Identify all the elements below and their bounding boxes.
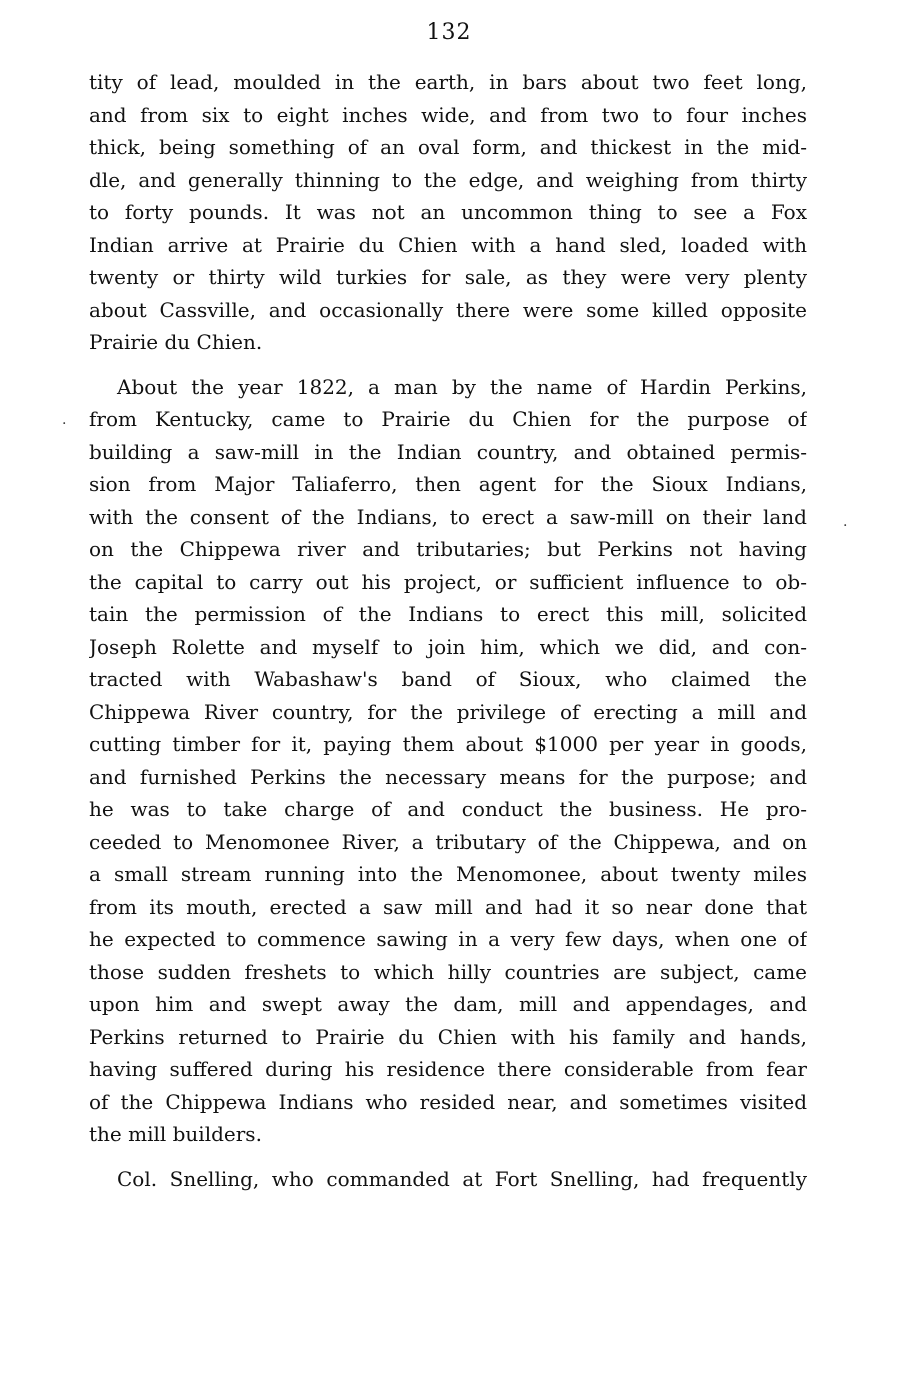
text-line: and from six to eight inches wide, and from two to four inches xyxy=(89,102,807,127)
text-line: dle, and generally thinning to the edge, and weighing from thirty xyxy=(89,167,807,192)
text-line: and furnished Perkins the necessary means for the purpose; and xyxy=(89,764,807,789)
text-line: Col. Snelling, who commanded at Fort Snelling, had frequently xyxy=(117,1166,807,1191)
text-line: he was to take charge of and conduct the business. He pro- xyxy=(89,797,807,821)
paragraph-gap xyxy=(89,1151,807,1163)
text-line: Joseph Rolette and myself to join him, which we did, and con- xyxy=(89,634,807,659)
text-line: on the Chippewa river and tributaries; but Perkins not having xyxy=(89,537,807,561)
text-line: from its mouth, erected a saw mill and had it so near done that xyxy=(89,894,807,919)
text-line: sion from Major Taliaferro, then agent for the Sioux Indians, xyxy=(89,472,807,496)
text-line: About the year 1822, a man by the name of Hardin Perkins, xyxy=(117,374,807,399)
text-line: ceeded to Menomonee River, a tributary of the Chippewa, and on xyxy=(89,829,807,854)
text-line: from Kentucky, came to Prairie du Chien for the purpose of xyxy=(89,407,807,431)
text-line: a small stream running into the Menomonee, about twenty miles xyxy=(89,862,807,886)
paragraph-3 xyxy=(89,1163,807,1196)
text-line: those sudden freshets to which hilly countries are subject, came xyxy=(89,959,807,984)
page-number: 132 xyxy=(426,20,472,45)
text-line: to forty pounds. It was not an uncommon thing to see a Fox xyxy=(89,200,807,224)
text-line: Indian arrive at Prairie du Chien with a hand sled, loaded with xyxy=(89,232,807,257)
text-line: cutting timber for it, paying them about $1000 per year in goods, xyxy=(89,732,807,756)
text-line: Perkins returned to Prairie du Chien with his family and hands, xyxy=(89,1024,807,1049)
text-line: of the Chippewa Indians who resided near, and sometimes visited xyxy=(89,1089,807,1114)
text-line: tity of lead, moulded in the earth, in bars about two feet long, xyxy=(89,70,807,94)
margin-speck: . xyxy=(843,514,848,530)
text-line: the capital to carry out his project, or sufficient influence to ob- xyxy=(89,569,807,594)
paragraph-2 xyxy=(89,371,807,1151)
text-line: with the consent of the Indians, to erect a saw-mill on their land xyxy=(89,504,807,529)
margin-speck: . xyxy=(62,412,67,428)
text-line: upon him and swept away the dam, mill and appendages, and xyxy=(89,992,807,1016)
text-line: about Cassville, and occasionally there were some killed opposite xyxy=(89,297,807,322)
text-line: the mill builders. xyxy=(89,1122,262,1146)
text-line: he expected to commence sawing in a very few days, when one of xyxy=(89,927,807,951)
text-line: Prairie du Chien. xyxy=(89,330,263,354)
text-line: Chippewa River country, for the privilege of erecting a mill and xyxy=(89,699,807,724)
text-line: tracted with Wabashaw's band of Sioux, who claimed the xyxy=(89,667,807,691)
text-line: twenty or thirty wild turkies for sale, as they were very plenty xyxy=(89,265,807,289)
paragraph-1 xyxy=(89,66,807,359)
text-line: building a saw-mill in the Indian country, and obtained permis- xyxy=(89,439,807,464)
text-line: tain the permission of the Indians to erect this mill, solicited xyxy=(89,602,807,626)
text-line: thick, being something of an oval form, and thickest in the mid- xyxy=(89,135,807,159)
paragraph-gap xyxy=(89,359,807,371)
body-text xyxy=(89,66,807,1195)
text-line: having suffered during his residence there considerable from fear xyxy=(89,1057,807,1081)
